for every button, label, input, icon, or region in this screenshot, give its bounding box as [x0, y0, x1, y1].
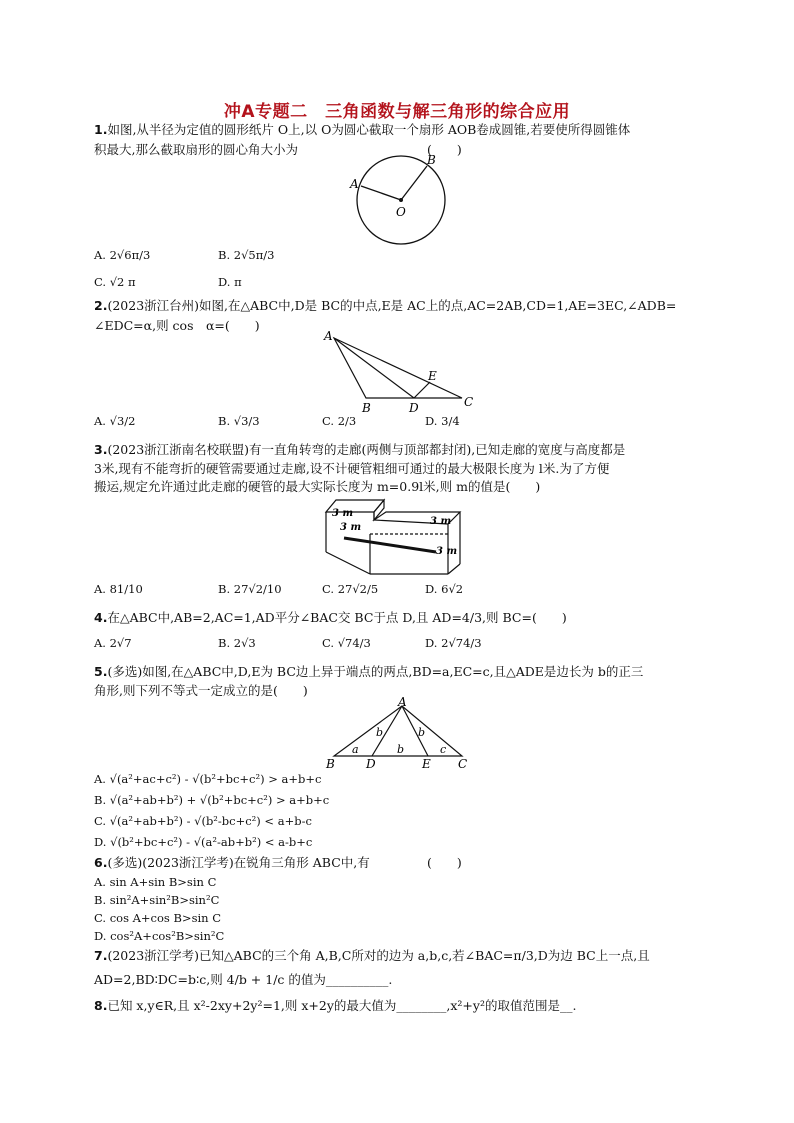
question-text: (2023浙江学考)已知△ABC的三个角 A,B,C所对的边为 a,b,c,若∠BAC=π/3,D为边 BC上一点,且 — [107, 948, 650, 963]
question-text: 3米,现有不能弯折的硬管需要通过走廊,设不计硬管粗细可通过的最大极限长度为 l米.为了方便 — [94, 461, 610, 476]
option-d: D. √(b²+bc+c²) - √(a²-ab+b²) < a-b+c — [94, 835, 313, 849]
question-number: 4. — [94, 610, 108, 625]
answer-paren: ( ) — [427, 855, 462, 870]
question-text: (多选)如图,在△ABC中,D,E为 BC边上异于端点的两点,BD=a,EC=c,且△ADE是边长为 b的正三 — [107, 664, 644, 679]
question-number: 2. — [94, 298, 108, 313]
label-d: D — [409, 401, 419, 414]
question-text: (多选)(2023浙江学考)在锐角三角形 ABC中,有 — [107, 855, 370, 870]
pipe — [344, 538, 436, 552]
circle-sector-figure — [345, 150, 455, 250]
option-d: D. cos²A+cos²B>sin²C — [94, 929, 225, 943]
corridor-figure — [318, 494, 478, 580]
label-b: B — [427, 153, 436, 167]
question-text: 在△ABC中,AB=2,AC=1,AD平分∠BAC交 BC于点 D,且 AD=4/3,则 BC=( ) — [107, 610, 567, 625]
option-b: B. 27√2/10 — [218, 582, 282, 596]
label-a-len: a — [352, 743, 359, 756]
option-d: D. 2√74/3 — [425, 636, 482, 650]
option-c: C. 2/3 — [322, 414, 357, 428]
label-e: E — [422, 757, 431, 771]
page-title: 冲A专题二 三角函数与解三角形的综合应用 — [223, 102, 571, 122]
segment-ad — [334, 338, 414, 398]
option-b: B. 2√3 — [218, 636, 256, 650]
option-a: A. √3/2 — [94, 414, 136, 428]
option-a: A. sin A+sin B>sin C — [94, 875, 217, 889]
question-text: 积最大,那么截取扇形的圆心角大小为 — [94, 142, 298, 157]
label-b-len: b — [418, 726, 426, 739]
edge-line — [448, 564, 460, 574]
option-b: B. 2√5π/3 — [218, 248, 275, 262]
option-a: A. 81/10 — [94, 582, 143, 596]
option-c: C. 27√2/5 — [322, 582, 379, 596]
option-a: A. √(a²+ac+c²) - √(b²+bc+c²) > a+b+c — [94, 772, 322, 786]
label-dim: 3 m — [430, 516, 452, 527]
label-a: A — [324, 329, 333, 343]
option-a: A. 2√6π/3 — [94, 248, 151, 262]
triangle-ade-figure — [322, 696, 474, 772]
option-d: D. π — [218, 275, 242, 289]
question-number: 8. — [94, 998, 108, 1013]
label-o: O — [396, 205, 406, 219]
label-a: A — [350, 177, 359, 191]
option-d: D. 6√2 — [425, 582, 464, 596]
triangle-abc — [334, 338, 462, 398]
question-text: 搬运,规定允许通过此走廊的硬管的最大实际长度为 m=0.9l米,则 m的值是( ) — [94, 479, 541, 494]
question-number: 5. — [94, 664, 108, 679]
option-a: A. 2√7 — [94, 636, 132, 650]
label-dim: 3 m — [436, 546, 458, 557]
label-dim: 3 m — [340, 522, 362, 533]
answer-paren: ( ) — [427, 142, 462, 157]
question-text: ∠EDC=α,则 cos α=( ) — [94, 318, 260, 333]
label-a: A — [398, 696, 407, 709]
question-number: 3. — [94, 442, 108, 457]
option-b: B. √(a²+ab+b²) + √(b²+bc+c²) > a+b+c — [94, 793, 330, 807]
label-c-len: c — [440, 743, 447, 756]
radius-oa — [361, 186, 401, 200]
label-c: C — [458, 757, 468, 771]
question-text: 已知 x,y∈R,且 x²-2xy+2y²=1,则 x+2y的最大值为________,x²+y²的取值范围是__. — [107, 998, 577, 1013]
option-c: C. √(a²+ab+b²) - √(b²-bc+c²) < a+b-c — [94, 814, 312, 828]
label-d: D — [366, 757, 376, 771]
question-text: 角形,则下列不等式一定成立的是( ) — [94, 683, 308, 698]
question-text: (2023浙江浙南名校联盟)有一直角转弯的走廊(两侧与顶部都封闭),已知走廊的宽度与高度都是 — [107, 442, 626, 457]
question-text: AD=2,BD∶DC=b∶c,则 4/b + 1/c 的值为__________. — [94, 972, 393, 987]
option-d: D. 3/4 — [425, 414, 460, 428]
label-c: C — [464, 395, 474, 409]
question-number: 6. — [94, 855, 108, 870]
option-b: B. √3/3 — [218, 414, 260, 428]
center-point — [399, 198, 403, 202]
question-number: 7. — [94, 948, 108, 963]
question-text: 如图,从半径为定值的圆形纸片 O上,以 O为圆心截取一个扇形 AOB卷成圆锥,若要使所得圆锥体 — [107, 122, 631, 137]
option-c: C. √2 π — [94, 275, 136, 289]
label-b-len: b — [397, 743, 405, 756]
edge-line — [326, 552, 370, 574]
label-e: E — [428, 369, 437, 383]
option-c: C. cos A+cos B>sin C — [94, 911, 222, 925]
label-b: B — [362, 401, 371, 414]
radius-ob — [401, 166, 427, 200]
segment-de — [414, 382, 430, 398]
question-text: (2023浙江台州)如图,在△ABC中,D是 BC的中点,E是 AC上的点,AC=2AB,CD=1,AE=3EC,∠ADB= — [107, 298, 677, 313]
label-b: B — [326, 757, 335, 771]
option-b: B. sin²A+sin²B>sin²C — [94, 893, 220, 907]
triangle-abc-figure — [320, 328, 480, 414]
label-dim: 3 m — [332, 508, 354, 519]
question-number: 1. — [94, 122, 108, 137]
label-b-len: b — [376, 726, 384, 739]
option-c: C. √74/3 — [322, 636, 371, 650]
